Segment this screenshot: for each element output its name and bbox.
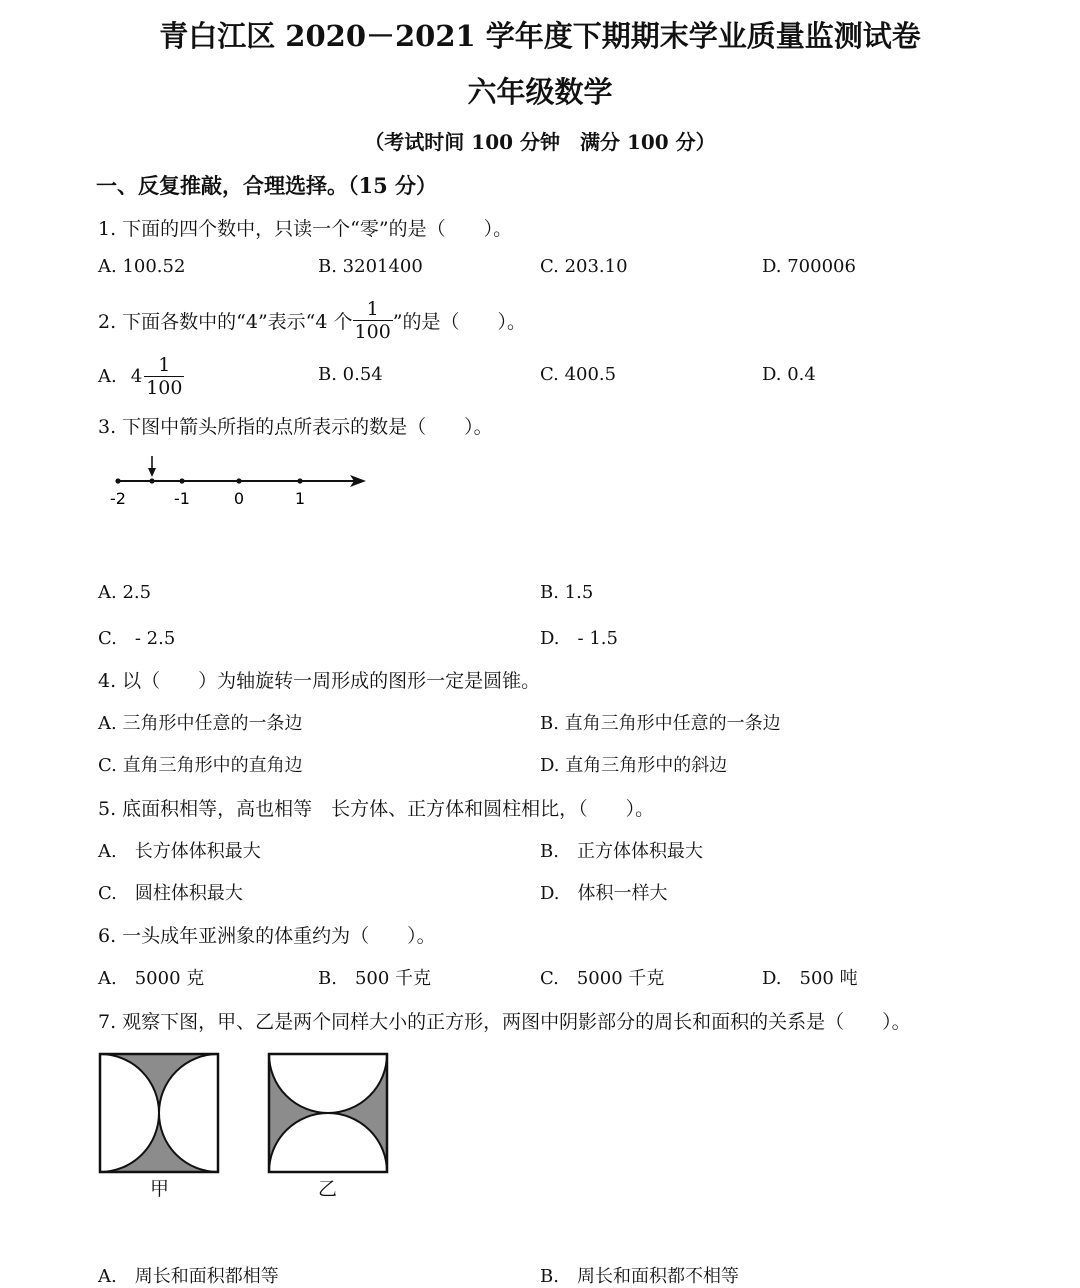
q3-option-a: A. 2.5 bbox=[98, 582, 152, 603]
grade-subject: 六年级数学 bbox=[467, 75, 613, 109]
q5-option-a: A. 长方体体积最大 bbox=[98, 841, 261, 862]
q4-option-b: B. 直角三角形中任意的一条边 bbox=[540, 713, 781, 734]
q3-option-c: C. - 2.5 bbox=[98, 628, 176, 649]
q7-option-a: A. 周长和面积都相等 bbox=[98, 1266, 279, 1287]
q4-option-a: A. 三角形中任意的一条边 bbox=[98, 713, 303, 734]
q2-text-before: 2. 下面各数中的“4”表示“4 个 bbox=[98, 310, 353, 333]
q2-option-a-fraction bbox=[144, 354, 184, 399]
q1-option-c: C. 203.10 bbox=[540, 256, 628, 277]
q2-option-a-numerator: 1 bbox=[144, 354, 184, 377]
q3-option-b: B. 1.5 bbox=[540, 582, 594, 603]
q6-option-b: B. 500 千克 bbox=[318, 968, 432, 989]
question-7: 7. 观察下图，甲、乙是两个同样大小的正方形，两图中阴影部分的周长和面积的关系是（ ）。 bbox=[98, 1011, 911, 1033]
q6-option-d: D. 500 吨 bbox=[762, 968, 858, 989]
tick-label: 0 bbox=[233, 489, 245, 508]
q2-option-a bbox=[98, 350, 184, 402]
q4-option-d: D. 直角三角形中的斜边 bbox=[540, 755, 728, 776]
q7-option-b: B. 周长和面积都不相等 bbox=[540, 1266, 739, 1287]
tick-point-0 bbox=[236, 478, 241, 483]
q2-option-a-denominator: 100 bbox=[146, 376, 183, 399]
q5-option-c: C. 圆柱体积最大 bbox=[98, 883, 243, 904]
figure-jia bbox=[98, 1052, 222, 1176]
q1-option-a: A. 100.52 bbox=[98, 256, 186, 277]
q1-option-b: B. 3201400 bbox=[318, 256, 423, 277]
q2-option-c: C. 400.5 bbox=[540, 364, 617, 385]
question-4: 4. 以（ ）为轴旋转一周形成的图形一定是圆锥。 bbox=[98, 670, 541, 692]
q2-fraction-denominator: 100 bbox=[354, 320, 391, 343]
question-6: 6. 一头成年亚洲象的体重约为（ ）。 bbox=[98, 925, 436, 947]
tick-point-1 bbox=[297, 478, 302, 483]
tick-label: -1 bbox=[174, 489, 190, 508]
figure-label-yi: 乙 bbox=[318, 1178, 338, 1200]
q4-option-c: C. 直角三角形中的直角边 bbox=[98, 755, 303, 776]
q5-option-b: B. 正方体体积最大 bbox=[540, 841, 703, 862]
q2-fraction-numerator: 1 bbox=[353, 298, 393, 321]
q1-option-d: D. 700006 bbox=[762, 256, 856, 277]
question-3: 3. 下图中箭头所指的点所表示的数是（ ）。 bbox=[98, 416, 493, 438]
q3-option-d: D. - 1.5 bbox=[540, 628, 618, 649]
q6-option-c: C. 5000 千克 bbox=[540, 968, 665, 989]
tick-label: -2 bbox=[110, 489, 126, 508]
figure-yi bbox=[267, 1052, 391, 1176]
number-line-figure bbox=[100, 452, 380, 514]
q5-option-d: D. 体积一样大 bbox=[540, 883, 668, 904]
question-2 bbox=[98, 294, 526, 346]
section-heading: 一、反复推敲，合理选择。（15 分） bbox=[96, 173, 438, 198]
exam-info: （考试时间 100 分钟 满分 100 分） bbox=[364, 130, 716, 154]
tick-label: 1 bbox=[294, 489, 306, 508]
q2-option-b: B. 0.54 bbox=[318, 364, 383, 385]
q2-fraction bbox=[353, 298, 393, 343]
pointer-arrow-head-icon bbox=[148, 468, 156, 477]
exam-title: 青白江区 2020－2021 学年度下期期末学业质量监测试卷 bbox=[159, 19, 921, 53]
tick-point-minus-1-5 bbox=[149, 478, 154, 483]
figure-label-jia: 甲 bbox=[150, 1178, 170, 1200]
q2-option-d: D. 0.4 bbox=[762, 364, 816, 385]
tick-point-minus-1 bbox=[179, 478, 184, 483]
q2-option-a-label: A. bbox=[98, 365, 117, 387]
q2-text-after: ”的是（ ）。 bbox=[392, 310, 527, 333]
tick-point-minus-2 bbox=[115, 478, 120, 483]
q6-option-a: A. 5000 克 bbox=[98, 968, 205, 989]
question-1: 1. 下面的四个数中，只读一个“零”的是（ ）。 bbox=[98, 218, 513, 240]
q2-option-a-whole: 4 bbox=[130, 365, 143, 387]
question-5: 5. 底面积相等，高也相等 长方体、正方体和圆柱相比，（ ）。 bbox=[98, 798, 655, 820]
